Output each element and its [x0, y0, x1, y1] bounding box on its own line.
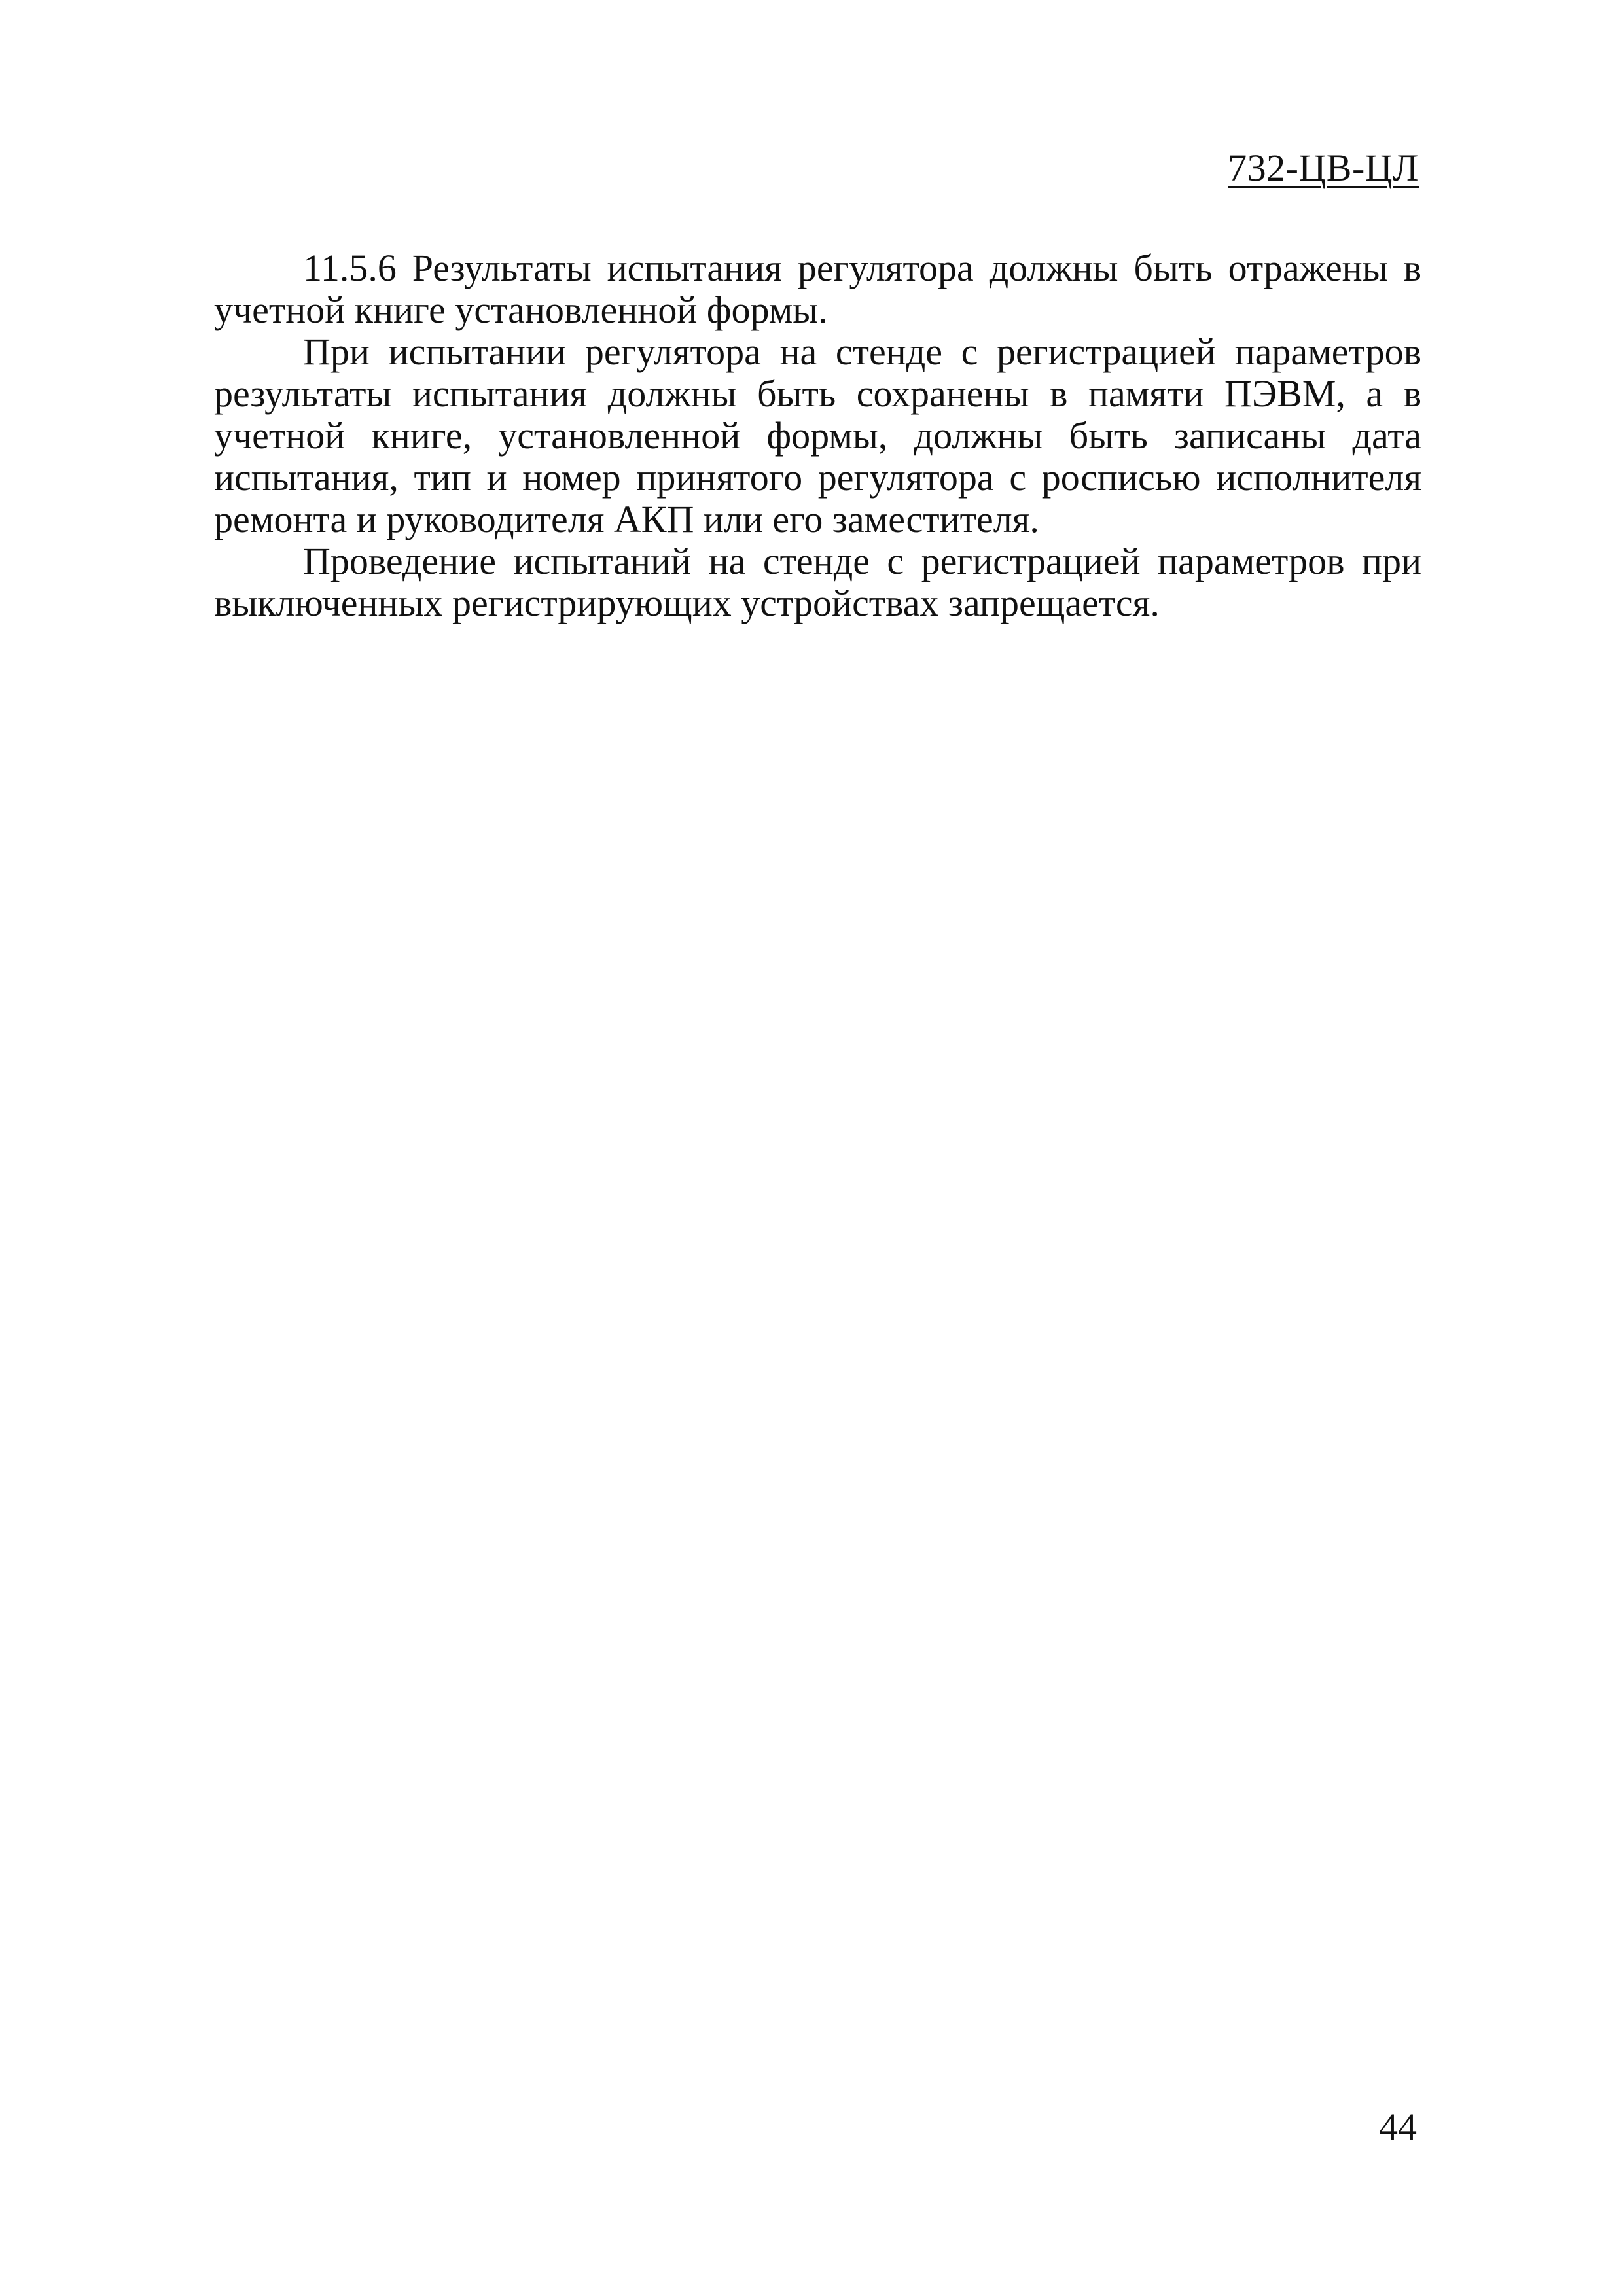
- document-body: [214, 247, 1421, 624]
- page-number: 44: [1379, 2106, 1417, 2148]
- paragraph-stand-testing: При испытании регулятора на стенде с регистрацией параметров результаты испытания должны быть сохранены в памяти ПЭВМ, а в учетной книге, установленной формы, должны быть записаны дата испытания, тип и номер принятого регулятора с росписью исполнителя ремонта и руководителя АКП или его заместителя.: [214, 330, 1421, 540]
- document-code: 732-ЦВ-ЦЛ: [1228, 147, 1419, 189]
- paragraph-11-5-6: 11.5.6 Результаты испытания регулятора должны быть отражены в учетной книге установленной формы.: [214, 247, 1421, 331]
- paragraph-prohibition: Проведение испытаний на стенде с регистрацией параметров при выключенных регистрирующих устройствах запрещается.: [214, 540, 1421, 624]
